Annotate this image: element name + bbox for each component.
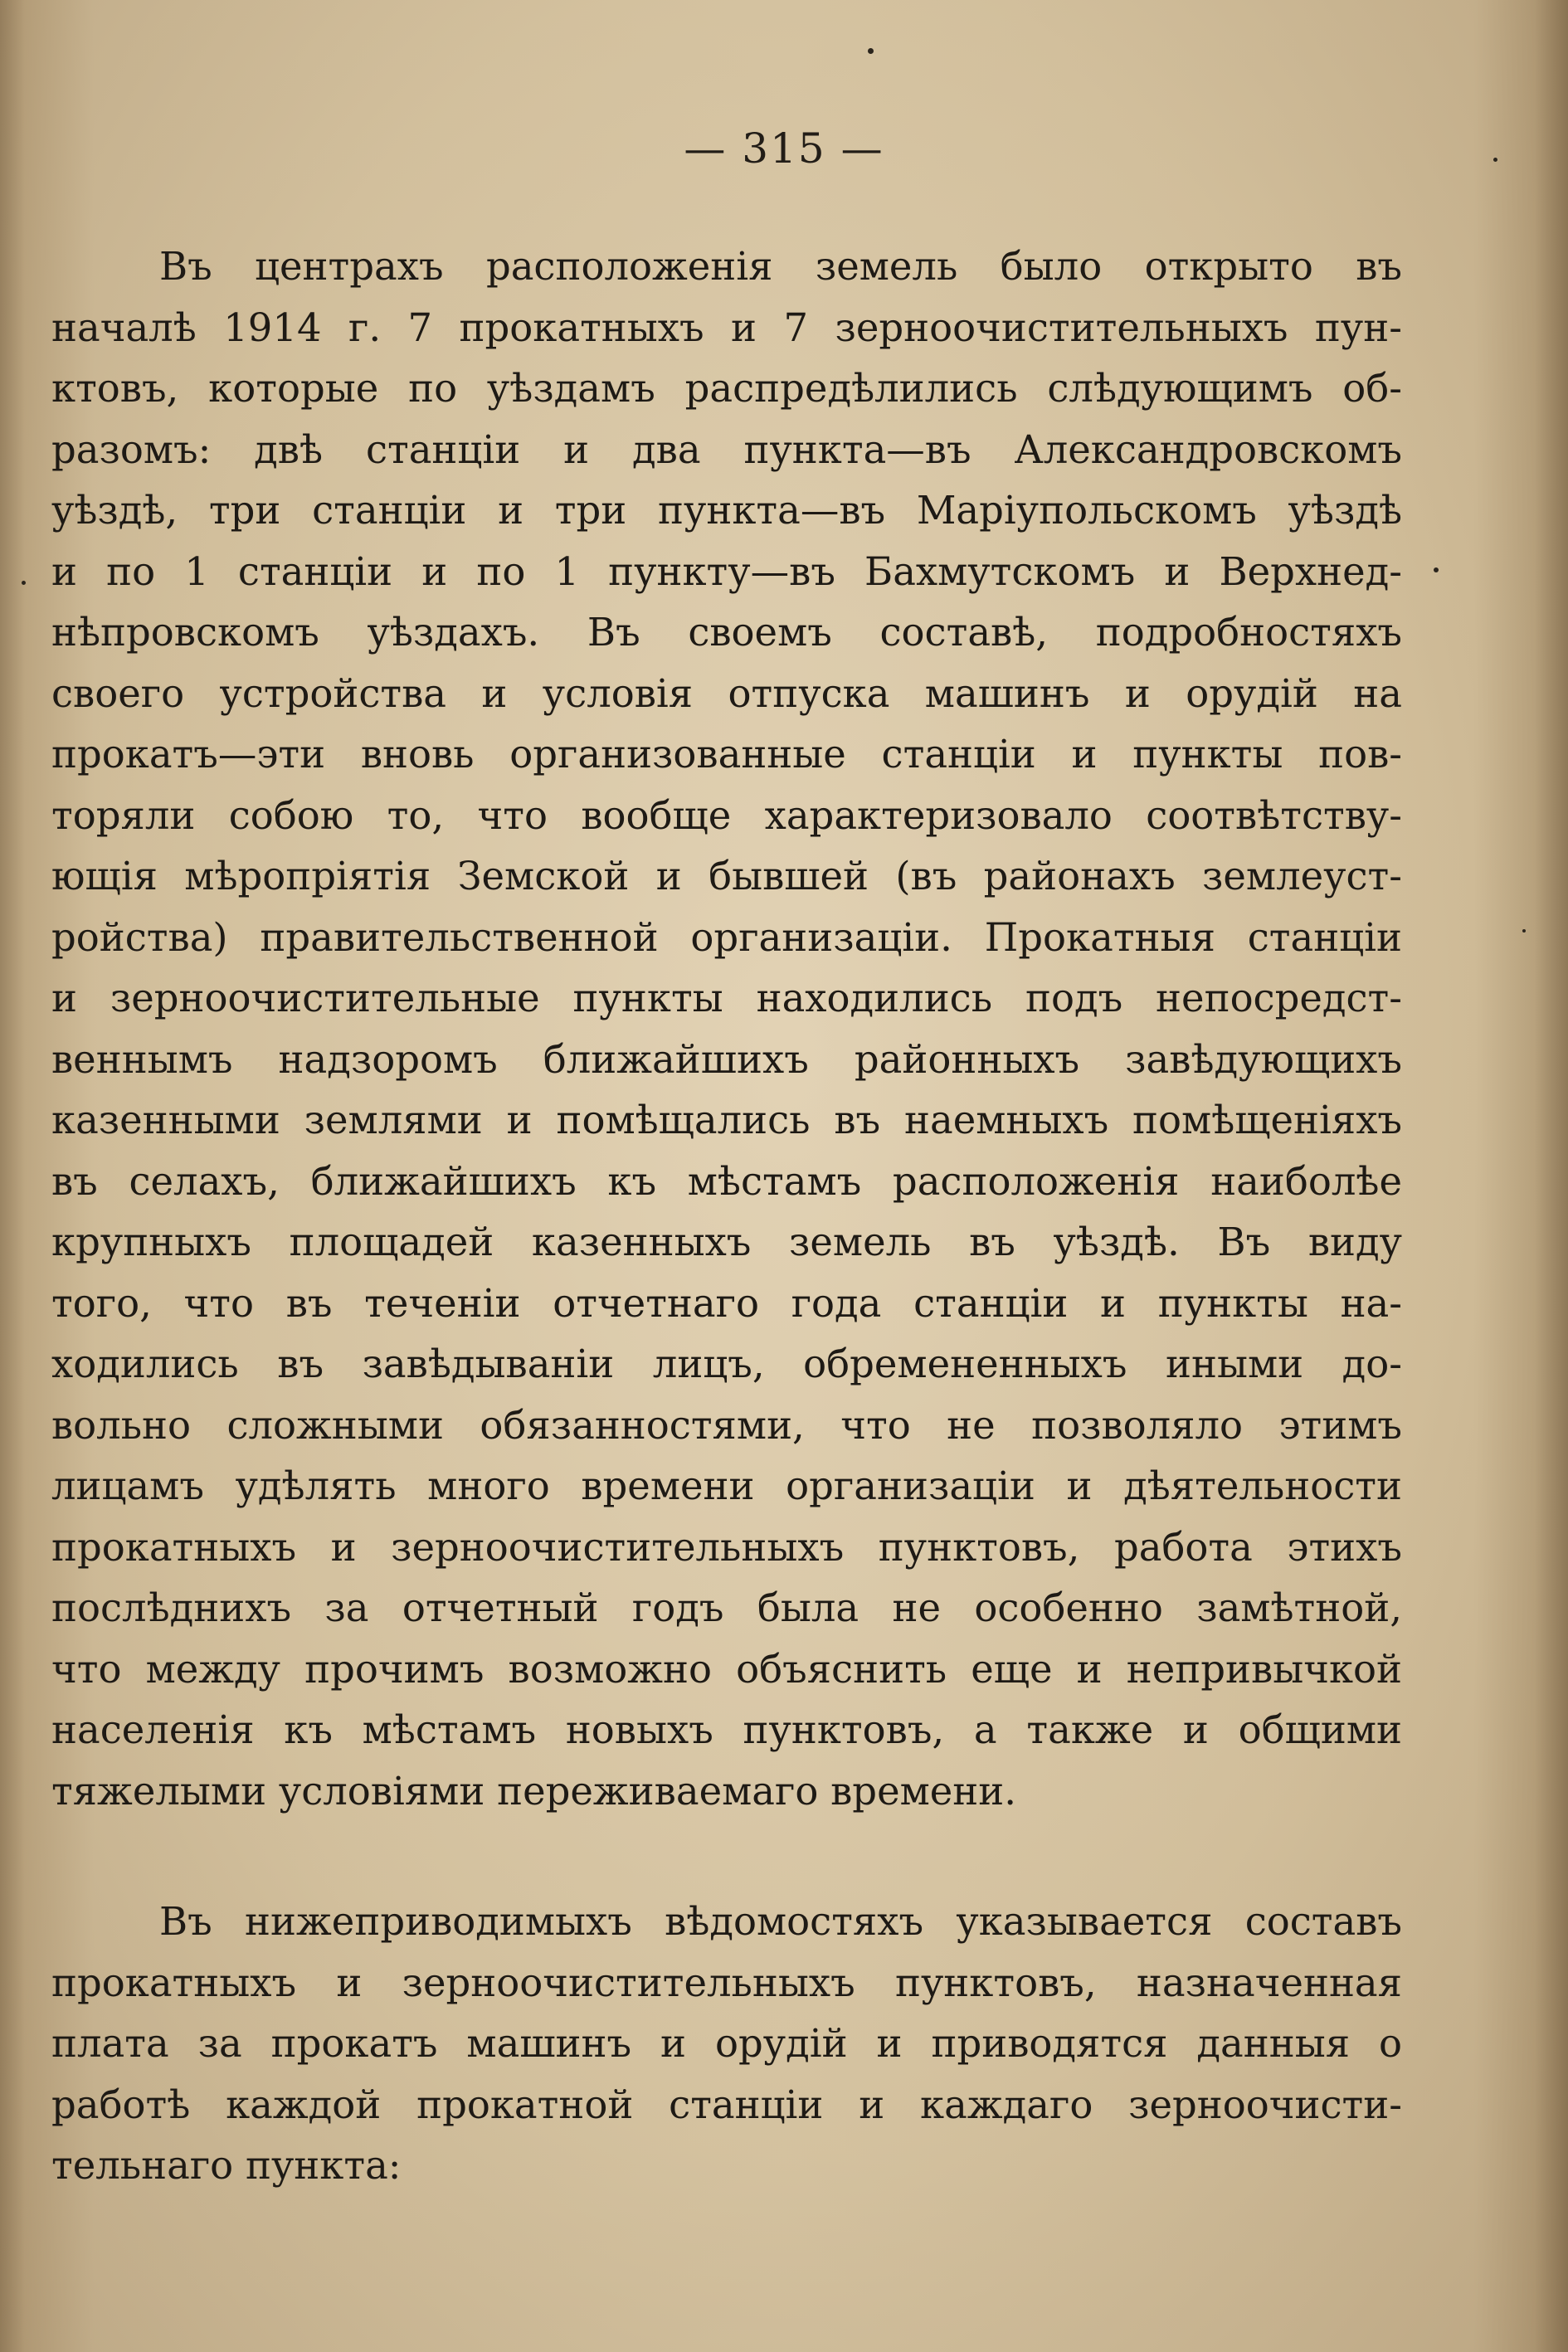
- text-line: своего устройства и условія отпуска машинъ и орудій на: [51, 670, 1402, 716]
- text-line: прокатныхъ и зерноочистительныхъ пунктовъ, работа этихъ: [51, 1524, 1402, 1570]
- page-edge-shadow-right: [1535, 0, 1568, 2352]
- text-line: населенія къ мѣстамъ новыхъ пунктовъ, а также и общими: [51, 1707, 1402, 1752]
- text-line: ющія мѣропріятія Земской и бывшей (въ районахъ землеуст-: [51, 854, 1402, 898]
- text-line: лицамъ удѣлять много времени организаціи и дѣятельности: [51, 1463, 1402, 1508]
- text-line: Въ центрахъ расположенія земель было открыто въ: [159, 244, 1402, 289]
- text-line: и зерноочистительные пункты находились подъ непосредст-: [51, 976, 1402, 1020]
- ink-speck: [1434, 567, 1439, 572]
- ink-speck: [868, 48, 874, 54]
- text-line: прокатъ—эти вновь организованные станціи и пункты пов-: [51, 732, 1402, 777]
- text-line: ройства) правительственной организаціи. Прокатныя станціи: [51, 914, 1402, 960]
- text-line: что между прочимъ возможно объяснить еще и непривычкой: [51, 1646, 1402, 1692]
- text-line: крупныхъ площадей казенныхъ земель въ уѣздѣ. Въ виду: [51, 1220, 1402, 1264]
- ink-speck: [22, 581, 26, 585]
- text-line: послѣднихъ за отчетный годъ была не особенно замѣтной,: [51, 1585, 1402, 1630]
- text-line: ходились въ завѣдываніи лицъ, обремененныхъ иными до-: [51, 1342, 1402, 1386]
- text-line: прокатныхъ и зерноочистительныхъ пунктовъ, назначенная: [51, 1960, 1402, 2005]
- text-line: торяли собою то, что вообще характеризовало соотвѣтству-: [51, 792, 1402, 838]
- text-line: въ селахъ, ближайшихъ къ мѣстамъ расположенія наиболѣе: [51, 1158, 1402, 1204]
- text-line: нѣпровскомъ уѣздахъ. Въ своемъ составѣ, подробностяхъ: [51, 610, 1402, 655]
- text-line: началѣ 1914 г. 7 прокатныхъ и 7 зерноочистительныхъ пун-: [51, 304, 1402, 350]
- text-line: тяжелыми условіями переживаемаго времени.: [51, 1768, 1017, 1814]
- paragraph-2: [51, 1892, 1402, 2197]
- text-line: и по 1 станціи и по 1 пункту—въ Бахмутскомъ и Верхнед-: [51, 548, 1402, 594]
- text-line: вольно сложными обязанностями, что не позволяло этимъ: [51, 1402, 1402, 1448]
- page-edge-shadow-left: [0, 0, 25, 2352]
- text-line: ктовъ, которые по уѣздамъ распредѣлились слѣдующимъ об-: [51, 366, 1402, 411]
- page-number: — 315 —: [684, 124, 884, 173]
- text-line: казенными землями и помѣщались въ наемныхъ помѣщеніяхъ: [51, 1098, 1402, 1142]
- text-line: того, что въ теченіи отчетнаго года станціи и пункты на-: [51, 1280, 1402, 1326]
- text-line: работѣ каждой прокатной станціи и каждаго зерноочисти-: [51, 2082, 1402, 2127]
- text-line: разомъ: двѣ станціи и два пункта—въ Александровскомъ: [51, 426, 1402, 472]
- text-line: тельнаго пункта:: [51, 2143, 402, 2188]
- text-line: плата за прокатъ машинъ и орудій и приводятся данныя о: [51, 2021, 1402, 2066]
- paragraph-1: [51, 236, 1402, 1822]
- text-line: Въ нижеприводимыхъ вѣдомостяхъ указывается составъ: [159, 1899, 1402, 1944]
- ink-speck: [1522, 929, 1526, 933]
- text-line: веннымъ надзоромъ ближайшихъ районныхъ завѣдующихъ: [51, 1036, 1402, 1082]
- text-line: уѣздѣ, три станціи и три пункта—въ Маріупольскомъ уѣздѣ: [51, 488, 1402, 533]
